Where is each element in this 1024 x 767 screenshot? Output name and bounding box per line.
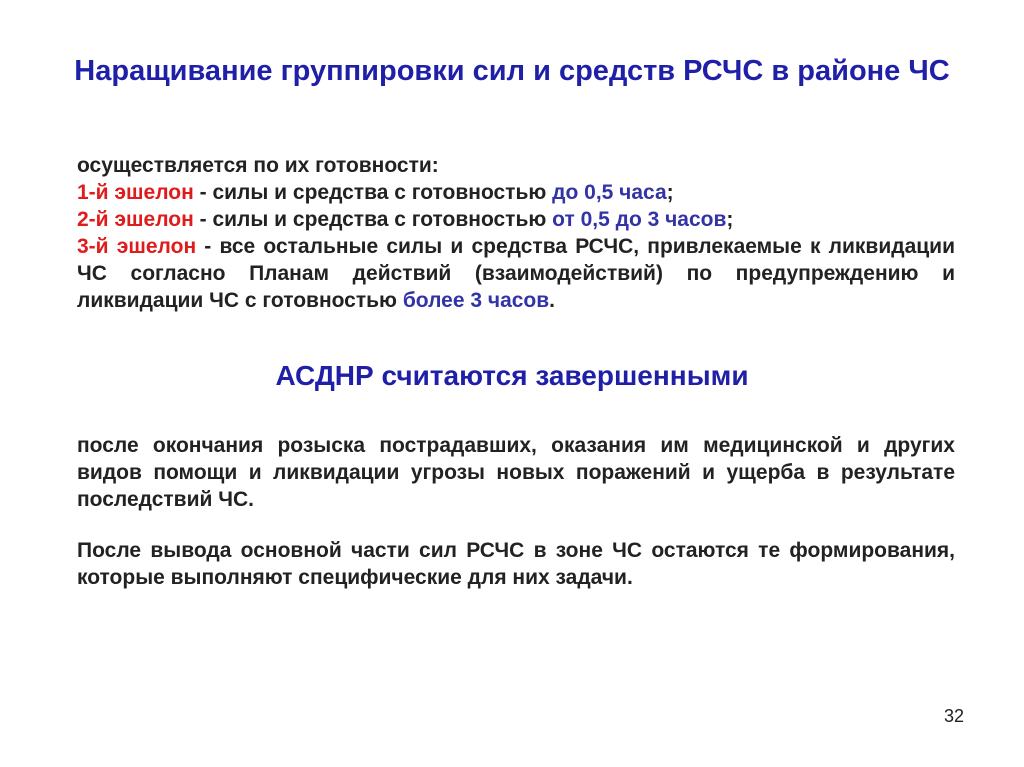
page-number: 32 bbox=[943, 706, 964, 726]
echelon-text: - все остальные силы и средства РСЧС, привлекаемые к ликвидации ЧС согласно Планам действий (взаимодействий) по предупреждению и ликвидации ЧС с готовностью bbox=[77, 235, 955, 312]
after-withdrawal-paragraph: После вывода основной части сил РСЧС в зоне ЧС остаются те формирования, которые выполняют специфические для них задачи. bbox=[77, 539, 955, 589]
echelon-readiness: более 3 часов bbox=[402, 289, 550, 312]
echelon-readiness: до 0,5 часа bbox=[552, 181, 667, 204]
echelon-end: ; bbox=[726, 208, 734, 231]
section-subtitle: АСДНР считаются завершенными bbox=[275, 360, 749, 391]
echelon-end: ; bbox=[666, 181, 674, 204]
echelon-name: 2-й эшелон bbox=[77, 208, 194, 231]
echelon-text: - силы и средства с готовностью bbox=[193, 208, 553, 231]
echelon-name: 3-й эшелон bbox=[77, 235, 197, 258]
echelon-item-1 bbox=[77, 179, 955, 206]
echelon-item-2 bbox=[77, 206, 955, 233]
echelon-name: 1-й эшелон bbox=[77, 181, 194, 204]
slide-title: Наращивание группировки сил и средств РСЧС в районе ЧС bbox=[74, 55, 950, 87]
echelon-text: - силы и средства с готовностью bbox=[193, 181, 553, 204]
intro-line: осуществляется по их готовности: bbox=[77, 154, 439, 177]
echelon-item-3 bbox=[77, 233, 955, 314]
completion-paragraph: после окончания розыска пострадавших, оказания им медицинской и других видов помощи и ликвидации угрозы новых поражений и ущерба в результате последствий ЧС. bbox=[77, 434, 955, 511]
readiness-block bbox=[77, 152, 955, 314]
echelon-end: . bbox=[549, 289, 556, 312]
echelon-readiness: от 0,5 до 3 часов bbox=[552, 208, 727, 231]
